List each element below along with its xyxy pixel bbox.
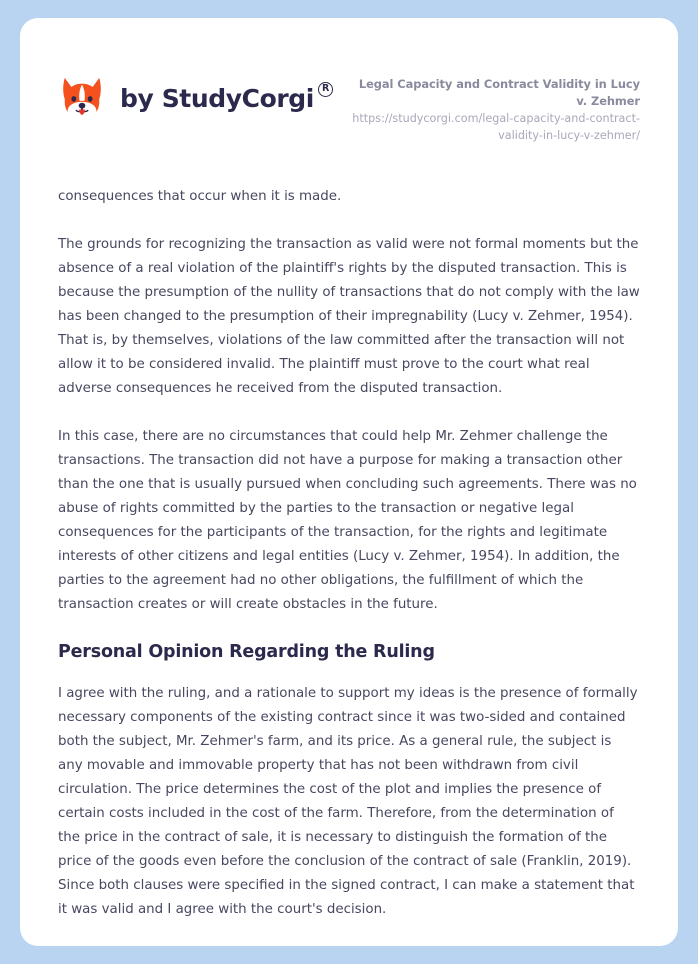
document-title: Legal Capacity and Contract Validity in Lucy v. Zehmer <box>358 77 640 108</box>
article-body <box>20 185 678 923</box>
document-source-url[interactable]: https://studycorgi.com/legal-capacity-and-contract-validity-in-lucy-v-zehmer/ <box>352 112 640 142</box>
registered-trademark-icon: R <box>318 82 333 97</box>
brand-logo-link[interactable] <box>58 72 329 122</box>
paragraph: The grounds for recognizing the transaction as valid were not formal moments but the absence of a real violation of the plaintiff's rights by the disputed transaction. This is because the presumption of the nullity of transactions that do not comply with the law has been changed to the presumption of their impregnability (Lucy v. Zehmer, 1954). That is, by themselves, violations of the law committed after the transaction will not allow it to be considered invalid. The plaintiff must prove to the court what real adverse consequences he received from the disputed transaction. <box>58 236 640 396</box>
section-heading: Personal Opinion Regarding the Ruling <box>58 641 435 662</box>
brand-name-text: by StudyCorgi <box>120 83 314 113</box>
document-header <box>20 18 678 145</box>
paragraph: I agree with the ruling, and a rationale to support my ideas is the presence of formally necessary components of the existing contract since it was two-sided and contained both the subject, Mr. Zehmer's farm, and its price. As a general rule, the subject is any movable and immovable property that has not been withdrawn from civil circulation. The price determines the cost of the plot and implies the presence of certain costs included in the cost of the farm. Therefore, from the determination of the price in the contract of sale, it is necessary to distinguish the formation of the price of the goods even before the conclusion of the contract of sale (Franklin, 2019). Since both clauses were specified in the signed contract, I can make a statement that it was valid and I agree with the court's decision. <box>58 686 638 918</box>
paragraph: In this case, there are no circumstances that could help Mr. Zehmer challenge the transactions. The transaction did not have a purpose for making a transaction other than the one that is usually pursued when concluding such agreements. There was no abuse of rights committed by the parties to the transaction or negative legal consequences for the participants of the transaction, for the rights and legitimate interests of other citizens and legal entities (Lucy v. Zehmer, 1954). In addition, the parties to the agreement had no other obligations, the fulfillment of which the transaction creates or will create obstacles in the future. <box>58 428 637 612</box>
document-page-card <box>20 18 678 946</box>
document-source-meta <box>329 72 640 145</box>
corgi-logo-icon <box>58 74 106 122</box>
paragraph: consequences that occur when it is made. <box>58 188 342 204</box>
brand-wordmark <box>120 82 329 113</box>
